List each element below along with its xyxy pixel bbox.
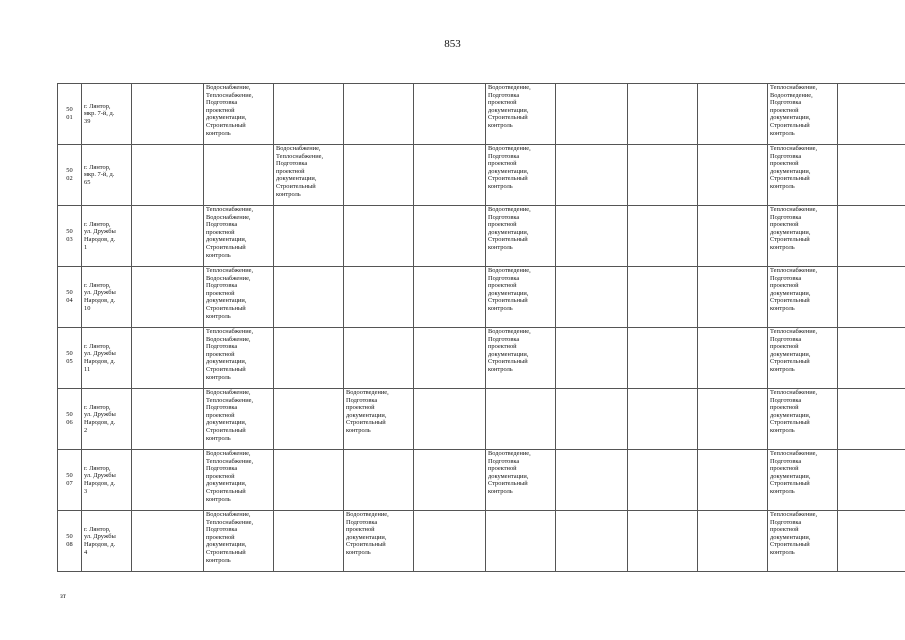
table-row [58, 328, 905, 389]
work-type-cell [344, 84, 414, 145]
work-type-cell [556, 145, 628, 206]
work-type-cell [698, 206, 768, 267]
row-number: 50 01 [66, 106, 73, 121]
row-number-cell [58, 206, 82, 267]
work-type-text: Теплоснабжение, Подготовка проектной документации, Строительный контроль [770, 145, 818, 190]
work-type-cell [132, 84, 204, 145]
work-type-cell [344, 206, 414, 267]
address-text: г. Лянтор, ул. Дружбы Народов, д. 11 [84, 342, 116, 373]
work-type-cell [204, 145, 274, 206]
address-cell [82, 450, 132, 511]
work-type-cell [344, 328, 414, 389]
page-number: 853 [444, 38, 461, 50]
table-row [58, 145, 905, 206]
work-type-cell [698, 328, 768, 389]
work-type-cell [768, 267, 838, 328]
row-number-cell [58, 267, 82, 328]
work-type-cell [132, 145, 204, 206]
row-number: 50 05 [66, 350, 73, 365]
work-type-cell [698, 389, 768, 450]
work-type-cell [556, 450, 628, 511]
table-row [58, 267, 905, 328]
work-type-cell [274, 511, 344, 572]
work-type-cell [486, 328, 556, 389]
work-type-cell [486, 389, 556, 450]
footer-code: зт [60, 592, 66, 600]
work-type-cell [204, 267, 274, 328]
work-type-cell [274, 328, 344, 389]
work-type-cell [556, 389, 628, 450]
work-type-cell [486, 267, 556, 328]
work-type-text: Теплоснабжение, Водоснабжение, Подготовка проектной документации, Строительный контроль [206, 328, 254, 381]
work-type-text: Теплоснабжение, Подготовка проектной документации, Строительный контроль [770, 206, 818, 251]
work-type-cell [274, 450, 344, 511]
work-type-cell [628, 511, 698, 572]
work-type-text: Теплоснабжение, Подготовка проектной документации, Строительный контроль [770, 450, 818, 495]
work-type-text: Водоотведение, Подготовка проектной документации, Строительный контроль [346, 511, 389, 556]
work-type-cell [414, 511, 486, 572]
work-type-cell [132, 328, 204, 389]
row-number-cell [58, 328, 82, 389]
work-type-cell [414, 145, 486, 206]
row-number-cell [58, 511, 82, 572]
work-type-cell [838, 145, 905, 206]
work-type-cell [344, 145, 414, 206]
work-type-cell [698, 267, 768, 328]
work-type-cell [132, 450, 204, 511]
work-type-text: Водоснабжение, Теплоснабжение, Подготовка проектной документации, Строительный контроль [206, 511, 254, 564]
work-type-text: Водоотведение, Подготовка проектной документации, Строительный контроль [488, 145, 531, 190]
work-type-cell [768, 84, 838, 145]
work-type-cell [486, 511, 556, 572]
work-type-cell [768, 206, 838, 267]
work-type-cell [344, 267, 414, 328]
table-row [58, 84, 905, 145]
work-type-cell [628, 206, 698, 267]
work-type-text: Теплоснабжение, Подготовка проектной документации, Строительный контроль [770, 511, 818, 556]
work-type-cell [698, 511, 768, 572]
table-row [58, 511, 905, 572]
work-type-cell [132, 511, 204, 572]
row-number: 50 07 [66, 472, 73, 487]
work-type-cell [414, 328, 486, 389]
work-type-cell [204, 450, 274, 511]
work-type-cell [486, 450, 556, 511]
work-type-cell [628, 267, 698, 328]
work-type-text: Водоотведение, Подготовка проектной документации, Строительный контроль [488, 267, 531, 312]
work-type-cell [768, 511, 838, 572]
work-type-cell [204, 389, 274, 450]
work-type-cell [414, 267, 486, 328]
address-text: г. Лянтор, ул. Дружбы Народов, д. 3 [84, 464, 116, 495]
address-cell [82, 328, 132, 389]
address-cell [82, 267, 132, 328]
address-cell [82, 84, 132, 145]
work-type-cell [274, 389, 344, 450]
table-row [58, 389, 905, 450]
work-type-cell [486, 145, 556, 206]
work-type-cell [414, 450, 486, 511]
work-type-text: Теплоснабжение, Подготовка проектной документации, Строительный контроль [770, 328, 818, 373]
work-type-text: Водоотведение, Подготовка проектной документации, Строительный контроль [346, 389, 389, 434]
work-type-text: Теплоснабжение, Подготовка проектной документации, Строительный контроль [770, 267, 818, 312]
row-number-cell [58, 145, 82, 206]
work-type-cell [768, 389, 838, 450]
row-number-cell [58, 84, 82, 145]
work-type-cell [698, 145, 768, 206]
work-type-cell [344, 511, 414, 572]
work-type-text: Теплоснабжение, Подготовка проектной документации, Строительный контроль [770, 389, 818, 434]
work-type-cell [768, 145, 838, 206]
work-type-cell [274, 84, 344, 145]
work-type-cell [414, 206, 486, 267]
address-cell [82, 389, 132, 450]
row-number: 50 04 [66, 289, 73, 304]
work-type-cell [556, 328, 628, 389]
work-type-cell [838, 511, 905, 572]
work-type-cell [274, 145, 344, 206]
work-type-cell [204, 511, 274, 572]
work-schedule-table [57, 83, 905, 572]
work-type-text: Водоотведение, Подготовка проектной документации, Строительный контроль [488, 328, 531, 373]
work-type-cell [698, 84, 768, 145]
address-text: г. Лянтор, ул. Дружбы Народов, д. 2 [84, 403, 116, 434]
row-number: 50 03 [66, 228, 73, 243]
table-row [58, 206, 905, 267]
work-type-text: Теплоснабжение, Водоотведение, Подготовка проектной документации, Строительный контроль [770, 84, 818, 137]
work-type-text: Водоотведение, Подготовка проектной документации, Строительный контроль [488, 84, 531, 129]
work-type-cell [838, 450, 905, 511]
row-number: 50 02 [66, 167, 73, 182]
work-type-cell [768, 328, 838, 389]
work-type-text: Теплоснабжение, Водоснабжение, Подготовка проектной документации, Строительный контроль [206, 267, 254, 320]
work-type-text: Водоотведение, Подготовка проектной документации, Строительный контроль [488, 450, 531, 495]
address-text: г. Лянтор, ул. Дружбы Народов, д. 4 [84, 525, 116, 556]
work-type-cell [132, 206, 204, 267]
work-type-cell [132, 389, 204, 450]
work-type-cell [204, 84, 274, 145]
work-type-cell [274, 206, 344, 267]
work-type-text: Водоотведение, Подготовка проектной документации, Строительный контроль [488, 206, 531, 251]
address-cell [82, 511, 132, 572]
work-type-cell [344, 450, 414, 511]
work-type-cell [414, 389, 486, 450]
work-type-cell [556, 511, 628, 572]
work-type-cell [556, 206, 628, 267]
work-type-cell [204, 206, 274, 267]
row-number: 50 06 [66, 411, 73, 426]
work-type-text: Водоснабжение, Теплоснабжение, Подготовка проектной документации, Строительный контроль [206, 389, 254, 442]
work-type-cell [628, 328, 698, 389]
work-type-text: Теплоснабжение, Водоснабжение, Подготовка проектной документации, Строительный контроль [206, 206, 254, 259]
address-text: г. Лянтор, мкр. 7-й, д. 65 [84, 163, 115, 186]
work-type-cell [628, 450, 698, 511]
work-type-cell [628, 84, 698, 145]
address-text: г. Лянтор, мкр. 7-й, д. 39 [84, 102, 115, 125]
address-cell [82, 145, 132, 206]
work-type-cell [486, 84, 556, 145]
work-type-text: Водоснабжение, Теплоснабжение, Подготовка проектной документации, Строительный контроль [206, 84, 254, 137]
work-type-cell [556, 267, 628, 328]
work-type-cell [838, 267, 905, 328]
work-type-cell [698, 450, 768, 511]
work-type-text: Водоснабжение, Теплоснабжение, Подготовка проектной документации, Строительный контроль [276, 145, 324, 198]
work-type-cell [838, 84, 905, 145]
address-cell [82, 206, 132, 267]
work-type-cell [768, 450, 838, 511]
work-type-cell [838, 206, 905, 267]
work-type-cell [132, 267, 204, 328]
row-number-cell [58, 450, 82, 511]
address-text: г. Лянтор, ул. Дружбы Народов, д. 1 [84, 220, 116, 251]
row-number: 50 08 [66, 533, 73, 548]
work-type-cell [414, 84, 486, 145]
work-type-cell [628, 389, 698, 450]
address-text: г. Лянтор, ул. Дружбы Народов, д. 10 [84, 281, 116, 312]
work-type-cell [486, 206, 556, 267]
work-type-cell [274, 267, 344, 328]
work-type-cell [838, 389, 905, 450]
work-type-cell [556, 84, 628, 145]
work-type-cell [204, 328, 274, 389]
work-type-text: Водоснабжение, Теплоснабжение, Подготовка проектной документации, Строительный контроль [206, 450, 254, 503]
work-type-cell [838, 328, 905, 389]
table-row [58, 450, 905, 511]
work-type-cell [628, 145, 698, 206]
work-type-cell [344, 389, 414, 450]
row-number-cell [58, 389, 82, 450]
